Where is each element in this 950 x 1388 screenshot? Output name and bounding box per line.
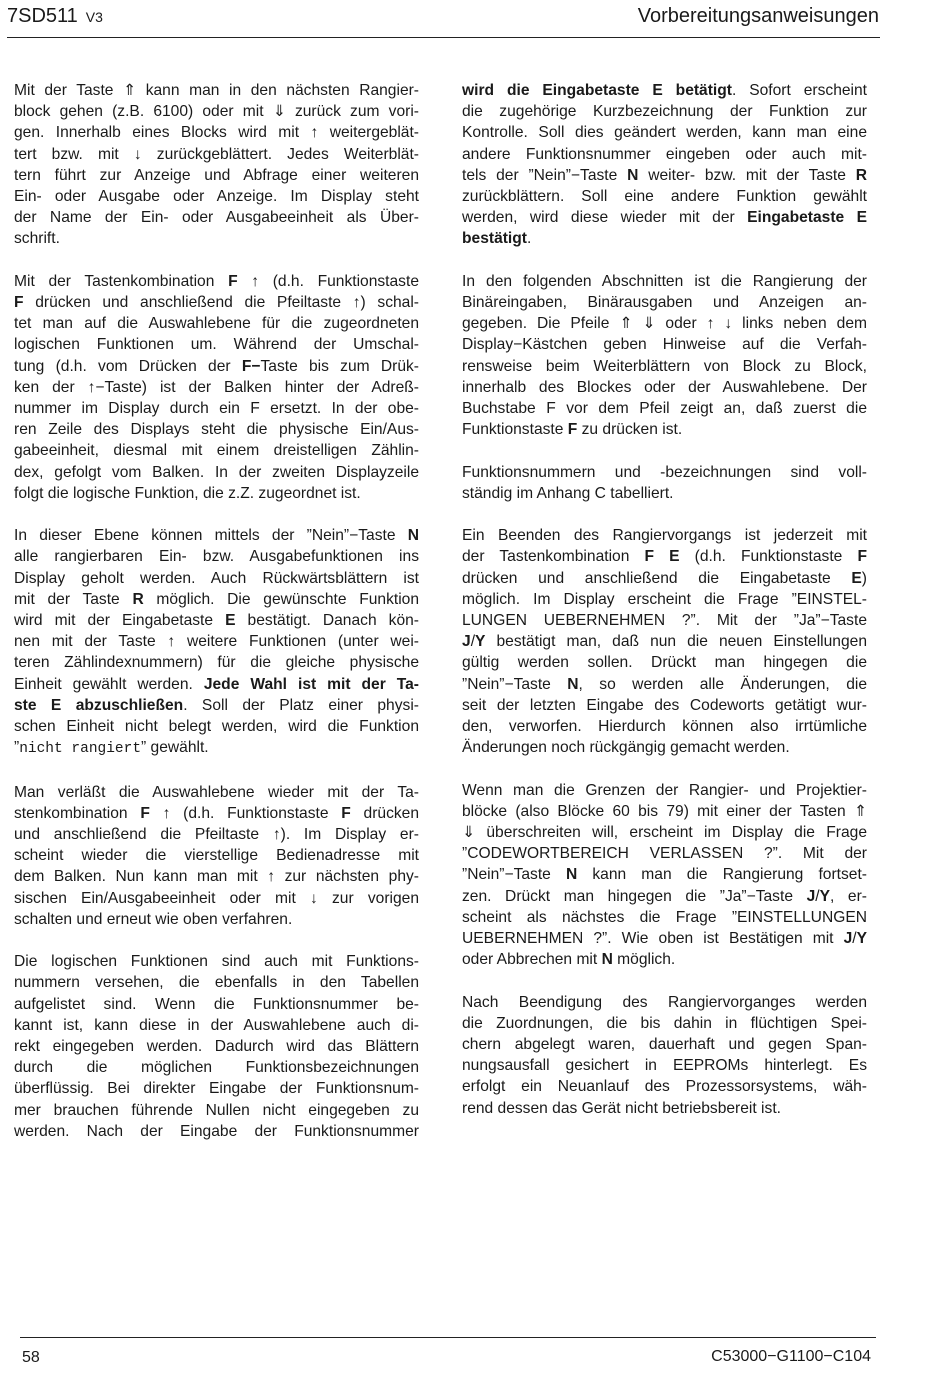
text-line: ren Zeile des Displays steht die physische Ein/Aus- <box>14 421 419 439</box>
text-line: nummern versehen, die ebenfalls in den Tabellen <box>14 974 419 992</box>
text-line: Die logischen Funktionen sind auch mit Funktions- <box>14 953 419 971</box>
text-line: die zugehörige Kurzbezeichnung der Funktion zur <box>462 103 867 121</box>
document-id <box>7 5 103 28</box>
footer-divider <box>20 1337 876 1338</box>
text-line: Änderungen noch rückgängig gemacht werden. <box>462 739 790 757</box>
version-label: V3 <box>85 9 103 25</box>
text-line: blöcke (also Blöcke 60 bis 79) mit einer der Tasten ⇑ <box>462 802 867 820</box>
text-line: scheint als nächstes die Frage ”EINSTELLUNGEN <box>462 908 867 926</box>
text-line: ste E abzuschließen. Soll der Platz einer physi- <box>14 696 419 714</box>
text-line: rend dessen das Gerät nicht betriebsbereit ist. <box>462 1099 781 1117</box>
text-line: seit der letzten Eingabe des Codeworts getätigt wur- <box>462 696 867 714</box>
header-divider <box>7 37 880 38</box>
text-line: tet man auf die Auswahlebene für die zugeordneten <box>14 315 419 333</box>
text-line: die Zuordnungen, die bis dahin in flüchtigen Spei- <box>462 1014 867 1032</box>
text-line: gegeben. Die Pfeile ⇑ ⇓ oder ↑ ↓ links neben dem <box>462 315 867 333</box>
text-line: nummer im Display durch ein F ersetzt. In der obe- <box>14 400 419 418</box>
text-line: tert bzw. mit ↓ zurückgeblättert. Jedes Weiterblät- <box>14 145 419 163</box>
left-paragraph-5 <box>14 951 419 1142</box>
text-line: scheint wieder die vierstellige Bedienadresse mit <box>14 847 419 865</box>
text-line: chern abgelegt waren, dauerhaft und gegen Span- <box>462 1036 867 1054</box>
right-paragraph-2 <box>462 271 867 441</box>
text-line: block gehen (z.B. 6100) oder mit ⇓ zurück zum vori- <box>14 103 419 121</box>
text-line: Kontrolle. Soll dies geändert werden, kann man eine <box>462 124 867 142</box>
text-line: durch die möglichen Funktionsbezeichnungen <box>14 1059 419 1077</box>
text-line: rekt eingegeben werden. Dadurch wird das Blättern <box>14 1038 419 1056</box>
text-line: schen Einheit nicht belegt werden, wird die Funktion <box>14 718 419 736</box>
left-paragraph-3 <box>14 525 419 760</box>
text-line: den, verworfen. Hierdurch können also irrtümliche <box>462 718 867 736</box>
text-line: gabeeinheit, diesmal mit einem dreistelligen Zählin- <box>14 442 419 460</box>
text-line: oder Abbrechen mit N möglich. <box>462 951 676 969</box>
page-number: 58 <box>22 1349 40 1366</box>
left-paragraph-1 <box>14 80 419 250</box>
text-line: ”Nein”−Taste N, so werden alle Änderungen, die <box>462 675 867 693</box>
text-line: Buchstabe F vor dem Pfeil zeigt an, daß zuerst die <box>462 400 867 418</box>
text-line: tung (d.h. vom Drücken der F−Taste bis zum Drük- <box>14 357 419 375</box>
text-line: mit der Taste R möglich. Die gewünschte Funktion <box>14 590 420 608</box>
doc-id-text: 7SD511 <box>7 5 78 27</box>
text-line: mer brauchen führende Nullen nicht eingegeben zu <box>14 1101 419 1119</box>
text-line: alle rangierbaren Ein- bzw. Ausgabefunktionen ins <box>14 548 419 566</box>
text-line: dem Balken. Nun kann man mit ↑ zur nächsten phy- <box>14 868 419 886</box>
text-line: überflüssig. Bei direkter Eingabe der Funktionsnum- <box>14 1080 419 1098</box>
left-paragraph-4 <box>14 782 419 930</box>
text-line: innerhalb des Blockes oder der Auswahlebene. Der <box>462 378 867 396</box>
order-number: C53000−G1100−C104 <box>711 1348 871 1365</box>
text-line: Funktionsnummern und -bezeichnungen sind voll- <box>462 463 867 481</box>
text-line: sischen Ein/Ausgabeeinheit oder mit ↓ zur vorigen <box>14 889 419 907</box>
text-line: tels der ”Nein”−Taste N weiter- bzw. mit der Taste R <box>462 166 867 184</box>
text-line: der Tastenkombination F E (d.h. Funktionstaste F <box>462 548 867 566</box>
text-line: ⇓ überschreiten will, erscheint im Display die Frage <box>462 824 867 842</box>
text-line: erfolgt ein Neuanlauf des Prozessorsystems, wäh- <box>462 1078 867 1096</box>
text-line: kannt ist, kann diese in der Auswahlebene auch di- <box>14 1016 419 1034</box>
right-paragraph-4 <box>462 525 867 758</box>
text-line: zen. Drückt man hingegen die ”Ja”−Taste J/Y, er- <box>462 887 867 905</box>
text-line: werden, wird diese wieder mit der Eingabetaste E <box>462 209 868 227</box>
text-line: schalten und erneut wie oben verfahren. <box>14 910 293 928</box>
text-line: In dieser Ebene können mittels der ”Nein”−Taste N <box>14 527 419 545</box>
right-paragraph-5 <box>462 780 867 971</box>
text-line: andere Funktionsnummer eingeben oder auch mit- <box>462 145 867 163</box>
text-line: der Name der Ein- oder Ausgabeeinheit als Über- <box>14 209 419 227</box>
text-line: teren Zählindexnummern) für die gleiche physische <box>14 654 419 672</box>
text-line: möglich. Im Display erscheint die Frage ”EINSTEL- <box>462 590 867 608</box>
text-line: stenkombination F ↑ (d.h. Funktionstaste F drücken <box>14 804 420 822</box>
text-line: ”CODEWORTBEREICH VERLASSEN ?”. Mit der <box>462 845 867 863</box>
right-column <box>462 80 867 1140</box>
text-line: gen. Innerhalb eines Blocks wird mit ↑ weitergeblät- <box>14 124 419 142</box>
right-paragraph-1 <box>462 80 867 250</box>
text-line: F drücken und anschließend die Pfeiltaste ↑) schal- <box>14 294 419 312</box>
text-line: und anschließend die Pfeiltaste ↑). Im Display er- <box>14 826 419 844</box>
text-line: nen mit der Taste ↑ weitere Funktionen (unter wei- <box>14 633 419 651</box>
text-line: Einheit gewählt werden. Jede Wahl ist mit der Ta- <box>14 675 419 693</box>
text-line: Nach Beendigung des Rangiervorganges werden <box>462 993 867 1011</box>
text-line: ken der ↑−Taste) ist der Balken hinter der Adreß- <box>14 378 419 396</box>
text-line: ständig im Anhang C tabelliert. <box>462 484 674 502</box>
text-line: dex, gefolgt vom Balken. In der zweiten Displayzeile <box>14 463 419 481</box>
text-line: Binäreingaben, Binärausgaben und Anzeigen an- <box>462 294 867 312</box>
left-paragraph-2 <box>14 271 419 504</box>
section-title: Vorbereitungsanweisungen <box>637 5 879 27</box>
text-line: J/Y bestätigt man, daß nun die neuen Einstellungen <box>462 633 867 651</box>
text-line: tern führt zur Anzeige und Abfrage einer weiteren <box>14 166 419 184</box>
text-line: Ein Beenden des Rangiervorgangs ist jederzeit mit <box>462 527 867 545</box>
text-line: logischen Funktionen um. Während der Umschal- <box>14 336 419 354</box>
right-paragraph-6 <box>462 992 867 1119</box>
text-line: Display−Kästchen geben Hinweise auf die Verfah- <box>462 336 867 354</box>
text-line: Mit der Tastenkombination F ↑ (d.h. Funktionstaste <box>14 272 419 290</box>
text-line: aufgelistet sind. Wenn die Funktionsnummer be- <box>14 995 419 1013</box>
text-line: UEBERNEHMEN ?”. Wie oben ist Bestätigen mit J/Y <box>462 930 867 948</box>
text-line: gültig werden sollen. Drückt man hingegen die <box>462 654 867 672</box>
text-line: Mit der Taste ⇑ kann man in den nächsten Rangier- <box>14 82 419 99</box>
text-line: drücken und anschließend die Eingabetaste E) <box>462 569 867 587</box>
text-line: ”Nein”−Taste N kann man die Rangierung fortset- <box>462 866 867 884</box>
text-line: zurückblättern. Soll eine andere Funktion gewählt <box>462 188 867 206</box>
text-line: In den folgenden Abschnitten ist die Rangierung der <box>462 272 867 290</box>
text-line: Wenn man die Grenzen der Rangier- und Projektier- <box>462 781 867 799</box>
text-line: Funktionstaste F zu drücken ist. <box>462 421 683 439</box>
right-paragraph-3 <box>462 462 867 504</box>
text-line: schrift. <box>14 230 60 248</box>
text-line: wird mit der Eingabetaste E bestätigt. Danach kön- <box>14 612 419 630</box>
text-line: bestätigt. <box>462 230 532 248</box>
text-line: LUNGEN UEBERNEHMEN ?”. Mit der ”Ja”−Taste <box>462 612 867 630</box>
text-line: wird die Eingabetaste E betätigt. Sofort erscheint <box>462 82 868 99</box>
text-line: nungsausfall gesichert in EEPROMs hinterlegt. Es <box>462 1057 867 1075</box>
left-column <box>14 80 419 1163</box>
text-line: Ein- oder Ausgabe oder Anzeige. Im Display steht <box>14 188 419 206</box>
text-line: ”nicht rangiert” gewählt. <box>14 739 209 758</box>
text-line: folgt die logische Funktion, die z.Z. zugeordnet ist. <box>14 484 361 502</box>
text-line: werden. Nach der Eingabe der Funktionsnummer <box>14 1122 419 1140</box>
text-line: Display geholt werden. Auch Rückwärtsblättern ist <box>14 569 419 587</box>
text-line: rensweise beim Weiterblättern von Block zu Block, <box>462 357 867 375</box>
text-line: Man verläßt die Auswahlebene wieder mit der Ta- <box>14 783 419 801</box>
